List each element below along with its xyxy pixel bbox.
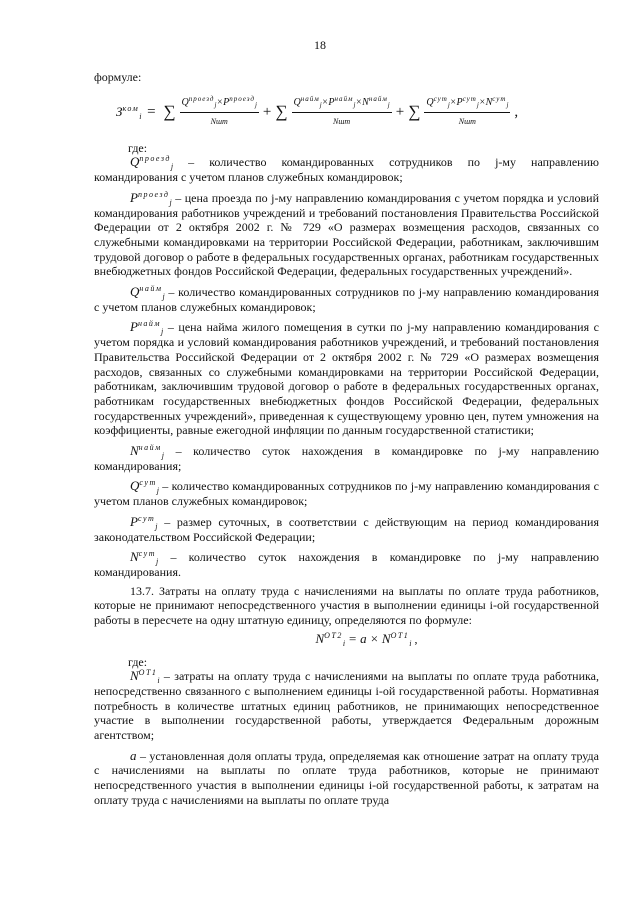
def-n-naim: $N^{найм}_j$ – количество суток нахождения в командировке по j-му направлению командирования; bbox=[94, 443, 599, 473]
plus-sign: + bbox=[262, 104, 272, 121]
page-content bbox=[94, 70, 599, 808]
where-label-2: где: bbox=[128, 654, 148, 669]
intro-text: формуле: bbox=[94, 70, 142, 84]
formula-lhs: $З^{ком}_i$ bbox=[116, 104, 142, 122]
def-n-ot1: $N^{ОТ1}_i$ – затраты на оплату труда с начислениями на выплаты по оплате труда работника, непосредственно связанного с выполнением единицы i-ой государственной работы. Нормативная потребность в количестве штатных единиц работников, не принимающих непосредственное участие в выполнении государственной работы, утверждается Федеральным дорожным агентством; bbox=[94, 668, 599, 743]
fraction-sut: $\frac{Q^{сут}_j\times P^{сут}_j\times N^{сут}_j}{\text{Nшт}}$ bbox=[426, 95, 509, 126]
def-n-sut: $N^{сут}_j$ – количество суток нахождения в командировке по j-му направлению командирования. bbox=[94, 549, 599, 579]
fraction-proezd: $\frac{Q^{проезд}_j\times P^{проезд}_j}{\text{Nшт}}$ bbox=[181, 95, 257, 126]
formula-ot2: $N^{ОТ2}_i = a \times N^{ОТ1}_i$ , bbox=[315, 630, 418, 648]
sum-sign: ∑ bbox=[275, 102, 288, 122]
sum-sign: ∑ bbox=[163, 102, 176, 122]
section-13-7: 13.7. Затраты на оплату труда с начислениями на выплаты по оплате труда работников, которые не принимают непосредственного участия в выполнении единицы i-ой государственной работы в пересчете на одну штатную единицу, определяются по формуле: bbox=[94, 583, 599, 628]
def-p-proezd: $P^{проезд}_j$ – цена проезда по j-му направлению командирования с учетом порядка и условий командирования работников учреждений и требований постановления Правительства Российской Федерации от 2 октября 2002 г. № 729 «О размерах возмещения расходов, связанных со служебными командировками на территории Российской Федерации, работникам, заключившим трудовой договор о работе в федеральных государственных органах, работникам государственных внебюджетных фондов Российской Федерации, федеральных государственных учреждений». bbox=[94, 189, 599, 279]
def-q-proezd: $Q^{проезд}_j$ – количество командированных сотрудников по j-му направлению командирования с учетом планов служебных командировок; bbox=[94, 154, 599, 185]
fraction-naim: $\frac{Q^{найм}_j\times P^{найм}_j\times N^{найм}_j}{\text{Nшт}}$ bbox=[293, 95, 390, 126]
def-p-naim: $P^{найм}_j$ – цена найма жилого помещения в сутки по j-му направлению командирования с учетом порядка и условий командирования работников учреждений, и требований постановления Правительства Российской Федерации от 2 октября 2002 г. № 729 «О размерах возмещения расходов, связанных со служебными командировками на территории Российской Федерации, работникам, заключившим трудовой договор о работе в федеральных государственных органах, работникам государственных внебюджетных фондов Российской Федерации, федеральных государственных учреждений», приведенная к существующему уровню цен, путем умножения на коэффициенты, равные ежегодной инфляции по данным государственной статистики; bbox=[94, 319, 599, 438]
formula-comma: , bbox=[514, 104, 519, 121]
page-number: 18 bbox=[314, 38, 326, 52]
plus-sign: + bbox=[395, 104, 405, 121]
def-p-sut: $P^{сут}_j$ – размер суточных, в соответствии с действующим на период командирования законодательством Российской Федерации; bbox=[94, 513, 599, 544]
def-a: a – установленная доля оплаты труда, определяемая как отношение затрат на оплату труда с начислениями на выплаты по оплате труда работников, которые не принимают непосредственного участия в выполнении единицы i-ой государственной работы, к затратам на оплату труда с начислениями на выплаты по оплате труда bbox=[94, 747, 599, 807]
def-q-naim: $Q^{найм}_j$ – количество командированных сотрудников по j-му направлению командирования с учетом планов служебных командировок; bbox=[94, 284, 599, 314]
where-label: где: bbox=[128, 140, 148, 155]
sum-sign: ∑ bbox=[408, 102, 421, 122]
formula-commandirovki: $З^{ком}_i$ = ∑ $\frac{Q^{проезд}_j\times P^{проезд}_j}{\text{Nшт}}$ + ∑ $\frac{Q^{найм}_j\times P^{найм}_j\times N^{найм}_j}{\text{Nшт}}$ + ∑ $\frac{Q^{сут}_j\times P^{сут}_j\times N^{сут}_j}{\text{Nшт}}$ , bbox=[116, 95, 599, 131]
def-q-sut: $Q^{сут}_j$ – количество командированных сотрудников по j-му направлению командирования с учетом планов служебных командировок; bbox=[94, 478, 599, 509]
